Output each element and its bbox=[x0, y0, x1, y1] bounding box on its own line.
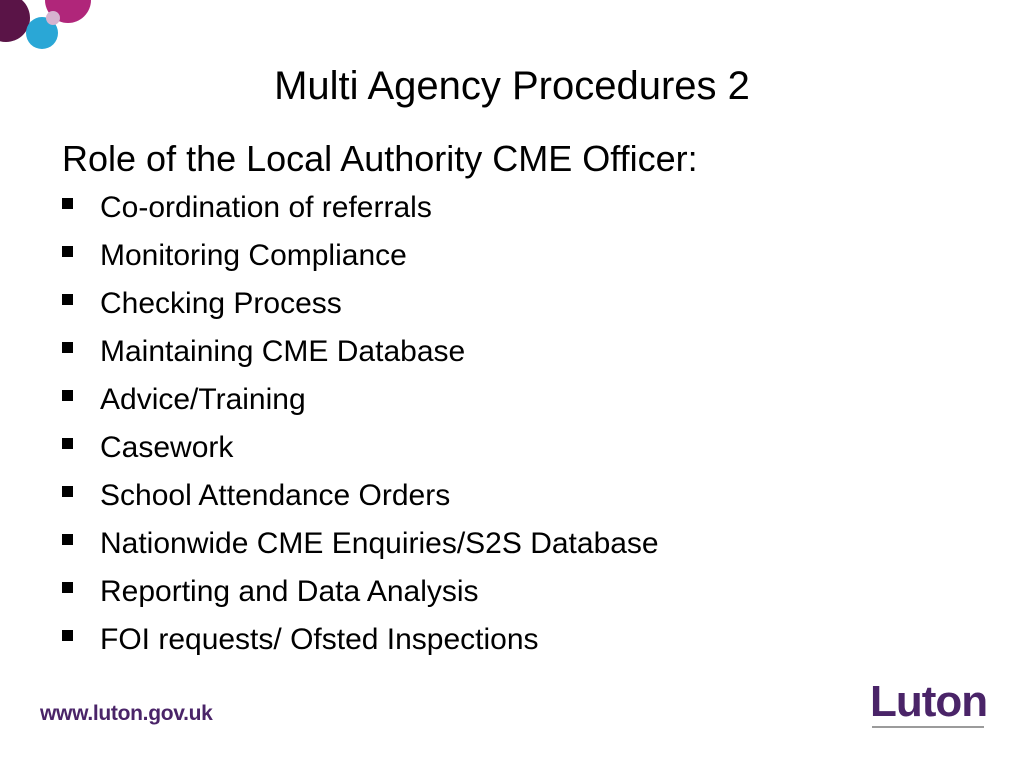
bullet-square-icon bbox=[62, 582, 73, 593]
bullet-square-icon bbox=[62, 630, 73, 641]
bullet-square-icon bbox=[62, 294, 73, 305]
logo-underline bbox=[872, 726, 984, 728]
bullet-text: FOI requests/ Ofsted Inspections bbox=[100, 623, 539, 656]
bullet-square-icon bbox=[62, 246, 73, 257]
bullet-text: Monitoring Compliance bbox=[100, 239, 407, 272]
slide-subtitle: Role of the Local Authority CME Officer: bbox=[62, 138, 698, 179]
bullet-text: Reporting and Data Analysis bbox=[100, 575, 479, 608]
bullet-square-icon bbox=[62, 390, 73, 401]
bullet-square-icon bbox=[62, 534, 73, 545]
footer-url: www.luton.gov.uk bbox=[40, 702, 213, 725]
light-circle bbox=[46, 11, 60, 25]
slide-title: Multi Agency Procedures 2 bbox=[274, 64, 750, 108]
bullet-text: Nationwide CME Enquiries/S2S Database bbox=[100, 527, 659, 560]
logo-text: Luton bbox=[870, 677, 988, 726]
bullet-text: Maintaining CME Database bbox=[100, 335, 466, 368]
bullet-square-icon bbox=[62, 486, 73, 497]
bullet-text: School Attendance Orders bbox=[100, 479, 451, 512]
decorative-circles bbox=[0, 0, 110, 60]
bullet-text: Advice/Training bbox=[100, 383, 306, 416]
dark-circle bbox=[0, 0, 30, 42]
bullet-square-icon bbox=[62, 438, 73, 449]
bullet-square-icon bbox=[62, 342, 73, 353]
bullet-text: Casework bbox=[100, 431, 234, 464]
bullet-text: Checking Process bbox=[100, 287, 342, 320]
luton-logo bbox=[870, 676, 990, 732]
bullet-text: Co-ordination of referrals bbox=[100, 191, 432, 224]
bullet-square-icon bbox=[62, 198, 73, 209]
